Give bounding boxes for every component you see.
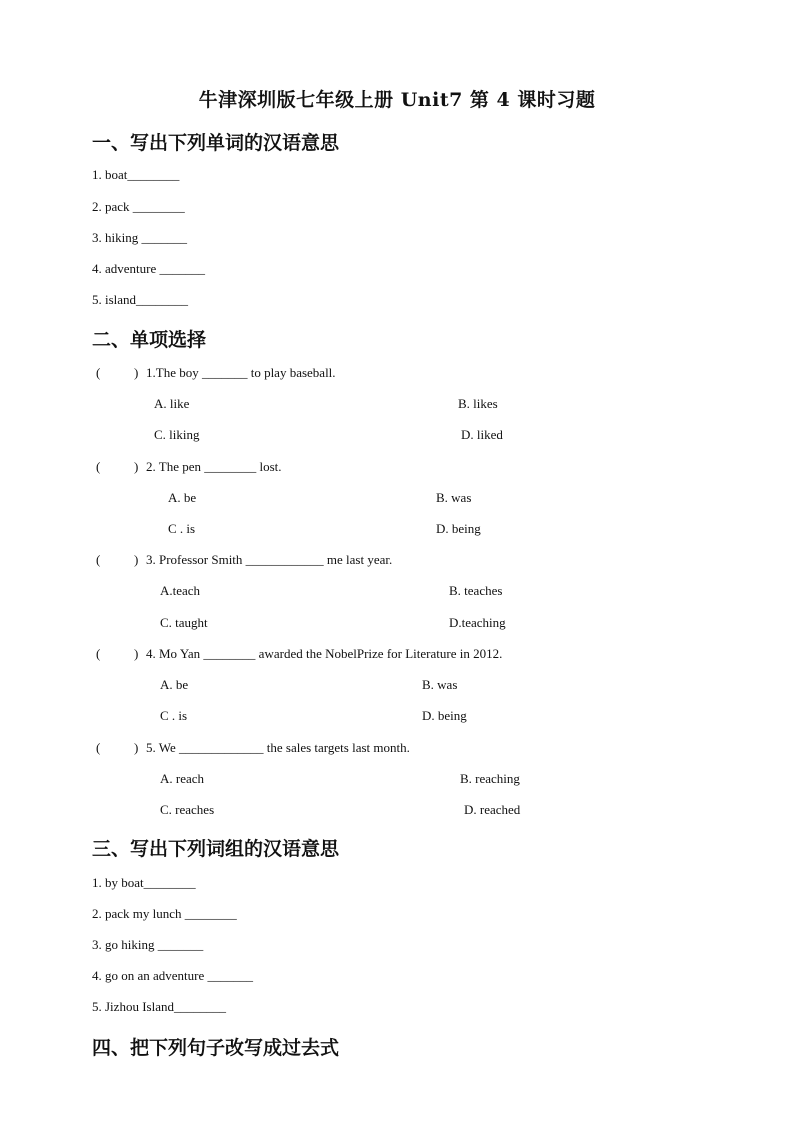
question-4-option-c: C . is [160, 708, 188, 723]
question-2-stem: 2. The pen ________ lost. [146, 459, 282, 474]
word-item-3: 3. hiking _______ [92, 230, 187, 245]
answer-paren-close: ) [134, 552, 139, 567]
question-3-option-d: D.teaching [449, 615, 506, 630]
phrase-item-2: 2. pack my lunch ________ [92, 906, 237, 921]
question-4-option-b: B. was [422, 677, 458, 692]
question-1-option-a: A. like [154, 396, 190, 411]
phrase-item-1: 1. by boat________ [92, 875, 196, 890]
question-5-option-b: B. reaching [460, 771, 520, 786]
phrase-item-4: 4. go on an adventure _______ [92, 968, 254, 983]
phrase-item-3: 3. go hiking _______ [92, 937, 204, 952]
question-1-option-d: D. liked [461, 427, 503, 442]
word-item-4: 4. adventure _______ [92, 261, 206, 276]
question-4-option-d: D. being [422, 708, 467, 723]
section-2-heading: 二、单项选择 [92, 329, 207, 351]
question-2-option-b: B. was [436, 490, 472, 505]
answer-paren-close: ) [134, 365, 139, 380]
question-3-stem: 3. Professor Smith ____________ me last year. [146, 552, 393, 567]
question-1-option-c: C. liking [154, 427, 200, 442]
question-5-option-d: D. reached [464, 802, 521, 817]
question-3-option-c: C. taught [160, 615, 208, 630]
question-5-option-c: C. reaches [160, 802, 215, 817]
word-item-2: 2. pack ________ [92, 199, 185, 214]
answer-paren-open: ( [96, 646, 101, 661]
section-4-heading: 四、把下列句子改写成过去式 [92, 1037, 340, 1059]
question-2-option-a: A. be [168, 490, 197, 505]
question-5-option-a: A. reach [160, 771, 205, 786]
question-3-option-a: A.teach [160, 583, 201, 598]
answer-paren-close: ) [134, 459, 139, 474]
word-item-1: 1. boat________ [92, 167, 180, 182]
answer-paren-open: ( [96, 740, 101, 755]
question-1-option-b: B. likes [458, 396, 498, 411]
question-3-option-b: B. teaches [449, 583, 503, 598]
answer-paren-close: ) [134, 740, 139, 755]
question-4-stem: 4. Mo Yan ________ awarded the NobelPrize for Literature in 2012. [146, 646, 503, 661]
answer-paren-open: ( [96, 365, 101, 380]
question-4-option-a: A. be [160, 677, 189, 692]
answer-paren-open: ( [96, 552, 101, 567]
question-5-stem: 5. We _____________ the sales targets last month. [146, 740, 410, 755]
phrase-item-5: 5. Jizhou Island________ [92, 999, 226, 1014]
page-title: 牛津深圳版七年级上册 Unit7 第 4 课时习题 [198, 89, 596, 111]
question-2-option-d: D. being [436, 521, 481, 536]
section-3-heading: 三、写出下列词组的汉语意思 [92, 838, 340, 860]
word-item-5: 5. island________ [92, 292, 189, 307]
question-2-option-c: C . is [168, 521, 196, 536]
answer-paren-open: ( [96, 459, 101, 474]
section-1-heading: 一、写出下列单词的汉语意思 [92, 132, 340, 154]
answer-paren-close: ) [134, 646, 139, 661]
question-1-stem: 1.The boy _______ to play baseball. [146, 365, 336, 380]
